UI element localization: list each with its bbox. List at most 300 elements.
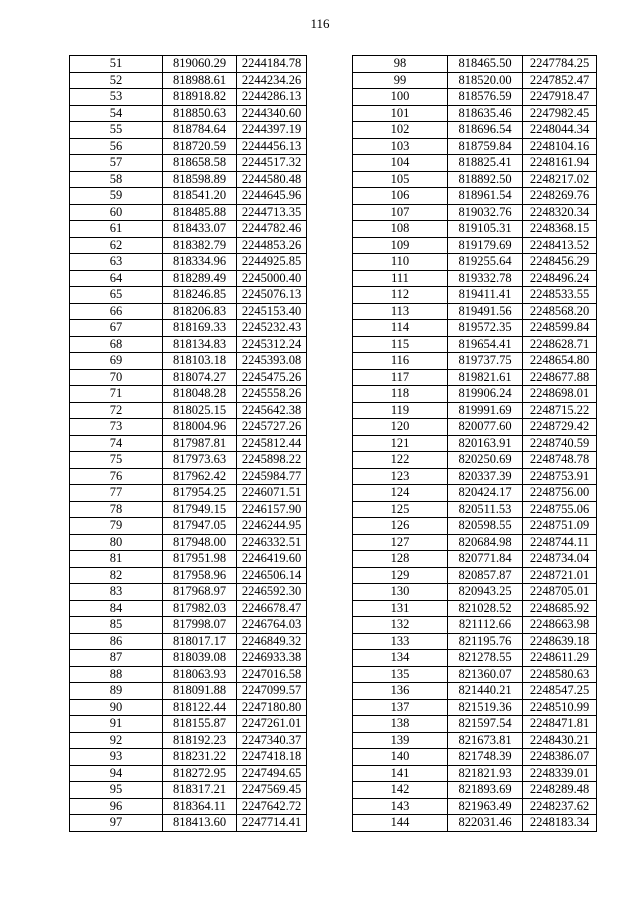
point-number-cell: 89 — [70, 683, 163, 700]
x-coordinate-cell: 818206.83 — [163, 303, 237, 320]
x-coordinate-cell: 817949.15 — [163, 501, 237, 518]
point-number-cell: 73 — [70, 419, 163, 436]
y-coordinate-cell: 2247982.45 — [523, 105, 597, 122]
x-coordinate-cell: 818382.79 — [163, 237, 237, 254]
table-row — [353, 402, 597, 419]
x-coordinate-cell: 821112.66 — [448, 617, 523, 634]
point-number-cell: 142 — [353, 782, 448, 799]
table-row — [70, 732, 307, 749]
y-coordinate-cell: 2248430.21 — [523, 732, 597, 749]
table-row — [70, 617, 307, 634]
table-row — [70, 452, 307, 469]
point-number-cell: 63 — [70, 254, 163, 271]
y-coordinate-cell: 2248734.04 — [523, 551, 597, 568]
point-number-cell: 104 — [353, 155, 448, 172]
point-number-cell: 55 — [70, 122, 163, 139]
x-coordinate-cell: 819991.69 — [448, 402, 523, 419]
x-coordinate-cell: 819654.41 — [448, 336, 523, 353]
y-coordinate-cell: 2248677.88 — [523, 369, 597, 386]
x-coordinate-cell: 818759.84 — [448, 138, 523, 155]
y-coordinate-cell: 2245642.38 — [237, 402, 307, 419]
point-number-cell: 119 — [353, 402, 448, 419]
y-coordinate-cell: 2246157.90 — [237, 501, 307, 518]
point-number-cell: 57 — [70, 155, 163, 172]
table-row — [353, 419, 597, 436]
point-number-cell: 114 — [353, 320, 448, 337]
x-coordinate-cell: 819179.69 — [448, 237, 523, 254]
table-row — [70, 749, 307, 766]
y-coordinate-cell: 2245000.40 — [237, 270, 307, 287]
y-coordinate-cell: 2244184.78 — [237, 56, 307, 73]
x-coordinate-cell: 820077.60 — [448, 419, 523, 436]
x-coordinate-cell: 821748.39 — [448, 749, 523, 766]
y-coordinate-cell: 2248580.63 — [523, 666, 597, 683]
y-coordinate-cell: 2248044.34 — [523, 122, 597, 139]
point-number-cell: 62 — [70, 237, 163, 254]
table-row — [70, 518, 307, 535]
point-number-cell: 139 — [353, 732, 448, 749]
x-coordinate-cell: 820771.84 — [448, 551, 523, 568]
y-coordinate-cell: 2246764.03 — [237, 617, 307, 634]
x-coordinate-cell: 820337.39 — [448, 468, 523, 485]
table-row — [70, 716, 307, 733]
x-coordinate-cell: 820250.69 — [448, 452, 523, 469]
x-coordinate-cell: 818658.58 — [163, 155, 237, 172]
table-row — [353, 56, 597, 73]
table-row — [353, 204, 597, 221]
point-number-cell: 100 — [353, 89, 448, 106]
table-row — [353, 501, 597, 518]
point-number-cell: 69 — [70, 353, 163, 370]
x-coordinate-cell: 821597.54 — [448, 716, 523, 733]
y-coordinate-cell: 2246419.60 — [237, 551, 307, 568]
x-coordinate-cell: 821673.81 — [448, 732, 523, 749]
point-number-cell: 134 — [353, 650, 448, 667]
y-coordinate-cell: 2244456.13 — [237, 138, 307, 155]
x-coordinate-cell: 817948.00 — [163, 534, 237, 551]
point-number-cell: 123 — [353, 468, 448, 485]
table-row — [70, 419, 307, 436]
x-coordinate-cell: 818961.54 — [448, 188, 523, 205]
y-coordinate-cell: 2245076.13 — [237, 287, 307, 304]
y-coordinate-cell: 2248685.92 — [523, 600, 597, 617]
table-row — [70, 221, 307, 238]
table-row — [353, 336, 597, 353]
y-coordinate-cell: 2248748.78 — [523, 452, 597, 469]
table-row — [70, 683, 307, 700]
table-row — [353, 237, 597, 254]
table-row — [70, 584, 307, 601]
point-number-cell: 103 — [353, 138, 448, 155]
table-row — [353, 171, 597, 188]
point-number-cell: 128 — [353, 551, 448, 568]
table-row — [353, 303, 597, 320]
table-row — [353, 699, 597, 716]
point-number-cell: 101 — [353, 105, 448, 122]
x-coordinate-cell: 819906.24 — [448, 386, 523, 403]
table-row — [70, 56, 307, 73]
x-coordinate-cell: 818155.87 — [163, 716, 237, 733]
x-coordinate-cell: 820943.25 — [448, 584, 523, 601]
y-coordinate-cell: 2245312.24 — [237, 336, 307, 353]
x-coordinate-cell: 818025.15 — [163, 402, 237, 419]
table-row — [70, 386, 307, 403]
y-coordinate-cell: 2245558.26 — [237, 386, 307, 403]
x-coordinate-cell: 818364.11 — [163, 798, 237, 815]
y-coordinate-cell: 2247261.01 — [237, 716, 307, 733]
table-row — [353, 534, 597, 551]
x-coordinate-cell: 817968.97 — [163, 584, 237, 601]
table-row — [70, 171, 307, 188]
table-row — [70, 815, 307, 832]
y-coordinate-cell: 2247642.72 — [237, 798, 307, 815]
point-number-cell: 83 — [70, 584, 163, 601]
table-row — [353, 435, 597, 452]
x-coordinate-cell: 818635.46 — [448, 105, 523, 122]
x-coordinate-cell: 819105.31 — [448, 221, 523, 238]
table-row — [70, 468, 307, 485]
x-coordinate-cell: 818850.63 — [163, 105, 237, 122]
x-coordinate-cell: 818289.49 — [163, 270, 237, 287]
x-coordinate-cell: 818598.89 — [163, 171, 237, 188]
x-coordinate-cell: 819255.64 — [448, 254, 523, 271]
table-row — [70, 237, 307, 254]
point-number-cell: 84 — [70, 600, 163, 617]
x-coordinate-cell: 818485.88 — [163, 204, 237, 221]
x-coordinate-cell: 820511.53 — [448, 501, 523, 518]
table-row — [70, 320, 307, 337]
y-coordinate-cell: 2246849.32 — [237, 633, 307, 650]
x-coordinate-cell: 821519.36 — [448, 699, 523, 716]
table-row — [70, 155, 307, 172]
y-coordinate-cell: 2248510.99 — [523, 699, 597, 716]
point-number-cell: 68 — [70, 336, 163, 353]
point-number-cell: 99 — [353, 72, 448, 89]
point-number-cell: 58 — [70, 171, 163, 188]
x-coordinate-cell: 817962.42 — [163, 468, 237, 485]
y-coordinate-cell: 2247784.25 — [523, 56, 597, 73]
table-row — [353, 287, 597, 304]
point-number-cell: 127 — [353, 534, 448, 551]
x-coordinate-cell: 819032.76 — [448, 204, 523, 221]
point-number-cell: 107 — [353, 204, 448, 221]
point-number-cell: 125 — [353, 501, 448, 518]
table-row — [353, 386, 597, 403]
y-coordinate-cell: 2245153.40 — [237, 303, 307, 320]
point-number-cell: 70 — [70, 369, 163, 386]
y-coordinate-cell: 2248568.20 — [523, 303, 597, 320]
table-row — [353, 254, 597, 271]
table-row — [353, 765, 597, 782]
x-coordinate-cell: 818134.83 — [163, 336, 237, 353]
y-coordinate-cell: 2248269.76 — [523, 188, 597, 205]
x-coordinate-cell: 817954.25 — [163, 485, 237, 502]
x-coordinate-cell: 821360.07 — [448, 666, 523, 683]
y-coordinate-cell: 2248628.71 — [523, 336, 597, 353]
point-number-cell: 144 — [353, 815, 448, 832]
point-number-cell: 110 — [353, 254, 448, 271]
point-number-cell: 97 — [70, 815, 163, 832]
point-number-cell: 77 — [70, 485, 163, 502]
y-coordinate-cell: 2248756.00 — [523, 485, 597, 502]
y-coordinate-cell: 2244853.26 — [237, 237, 307, 254]
table-row — [353, 815, 597, 832]
y-coordinate-cell: 2246244.95 — [237, 518, 307, 535]
point-number-cell: 136 — [353, 683, 448, 700]
x-coordinate-cell: 821440.21 — [448, 683, 523, 700]
x-coordinate-cell: 818169.33 — [163, 320, 237, 337]
table-row — [353, 584, 597, 601]
y-coordinate-cell: 2248744.11 — [523, 534, 597, 551]
point-number-cell: 141 — [353, 765, 448, 782]
x-coordinate-cell: 818465.50 — [448, 56, 523, 73]
table-row — [70, 633, 307, 650]
y-coordinate-cell: 2248289.48 — [523, 782, 597, 799]
y-coordinate-cell: 2248663.98 — [523, 617, 597, 634]
point-number-cell: 98 — [353, 56, 448, 73]
point-number-cell: 118 — [353, 386, 448, 403]
table-row — [353, 452, 597, 469]
x-coordinate-cell: 819332.78 — [448, 270, 523, 287]
table-row — [70, 204, 307, 221]
table-row — [70, 501, 307, 518]
table-row — [353, 353, 597, 370]
table-row — [353, 749, 597, 766]
x-coordinate-cell: 818825.41 — [448, 155, 523, 172]
point-number-cell: 60 — [70, 204, 163, 221]
x-coordinate-cell: 818048.28 — [163, 386, 237, 403]
y-coordinate-cell: 2246332.51 — [237, 534, 307, 551]
point-number-cell: 95 — [70, 782, 163, 799]
x-coordinate-cell: 818246.85 — [163, 287, 237, 304]
y-coordinate-cell: 2244713.35 — [237, 204, 307, 221]
x-coordinate-cell: 819572.35 — [448, 320, 523, 337]
y-coordinate-cell: 2248368.15 — [523, 221, 597, 238]
point-number-cell: 132 — [353, 617, 448, 634]
y-coordinate-cell: 2245727.26 — [237, 419, 307, 436]
coordinate-table-left — [69, 55, 307, 832]
y-coordinate-cell: 2244517.32 — [237, 155, 307, 172]
point-number-cell: 126 — [353, 518, 448, 535]
x-coordinate-cell: 820163.91 — [448, 435, 523, 452]
y-coordinate-cell: 2248217.02 — [523, 171, 597, 188]
y-coordinate-cell: 2244782.46 — [237, 221, 307, 238]
point-number-cell: 75 — [70, 452, 163, 469]
point-number-cell: 120 — [353, 419, 448, 436]
point-number-cell: 61 — [70, 221, 163, 238]
point-number-cell: 116 — [353, 353, 448, 370]
x-coordinate-cell: 817958.96 — [163, 567, 237, 584]
table-row — [353, 666, 597, 683]
table-row — [70, 699, 307, 716]
point-number-cell: 90 — [70, 699, 163, 716]
y-coordinate-cell: 2245812.44 — [237, 435, 307, 452]
point-number-cell: 121 — [353, 435, 448, 452]
table-row — [70, 287, 307, 304]
point-number-cell: 133 — [353, 633, 448, 650]
table-row — [353, 122, 597, 139]
y-coordinate-cell: 2248753.91 — [523, 468, 597, 485]
y-coordinate-cell: 2248456.29 — [523, 254, 597, 271]
table-row — [353, 221, 597, 238]
table-row — [353, 782, 597, 799]
y-coordinate-cell: 2244925.85 — [237, 254, 307, 271]
x-coordinate-cell: 817951.98 — [163, 551, 237, 568]
point-number-cell: 105 — [353, 171, 448, 188]
y-coordinate-cell: 2248611.29 — [523, 650, 597, 667]
y-coordinate-cell: 2244234.26 — [237, 72, 307, 89]
table-row — [353, 89, 597, 106]
point-number-cell: 135 — [353, 666, 448, 683]
table-row — [353, 732, 597, 749]
point-number-cell: 86 — [70, 633, 163, 650]
x-coordinate-cell: 818413.60 — [163, 815, 237, 832]
x-coordinate-cell: 818988.61 — [163, 72, 237, 89]
y-coordinate-cell: 2248237.62 — [523, 798, 597, 815]
table-row — [70, 765, 307, 782]
y-coordinate-cell: 2244645.96 — [237, 188, 307, 205]
point-number-cell: 53 — [70, 89, 163, 106]
point-number-cell: 113 — [353, 303, 448, 320]
table-row — [353, 105, 597, 122]
x-coordinate-cell: 818576.59 — [448, 89, 523, 106]
point-number-cell: 74 — [70, 435, 163, 452]
table-row — [70, 369, 307, 386]
table-row — [353, 485, 597, 502]
point-number-cell: 76 — [70, 468, 163, 485]
y-coordinate-cell: 2244397.19 — [237, 122, 307, 139]
y-coordinate-cell: 2248161.94 — [523, 155, 597, 172]
table-row — [70, 122, 307, 139]
table-row — [70, 534, 307, 551]
table-row — [70, 600, 307, 617]
point-number-cell: 93 — [70, 749, 163, 766]
point-number-cell: 72 — [70, 402, 163, 419]
table-row — [353, 551, 597, 568]
y-coordinate-cell: 2248729.42 — [523, 419, 597, 436]
point-number-cell: 87 — [70, 650, 163, 667]
table-row — [70, 666, 307, 683]
y-coordinate-cell: 2246071.51 — [237, 485, 307, 502]
point-number-cell: 117 — [353, 369, 448, 386]
y-coordinate-cell: 2247180.80 — [237, 699, 307, 716]
x-coordinate-cell: 820424.17 — [448, 485, 523, 502]
y-coordinate-cell: 2248721.01 — [523, 567, 597, 584]
x-coordinate-cell: 818091.88 — [163, 683, 237, 700]
point-number-cell: 96 — [70, 798, 163, 815]
x-coordinate-cell: 818039.08 — [163, 650, 237, 667]
x-coordinate-cell: 817973.63 — [163, 452, 237, 469]
y-coordinate-cell: 2248547.25 — [523, 683, 597, 700]
y-coordinate-cell: 2248599.84 — [523, 320, 597, 337]
y-coordinate-cell: 2247494.65 — [237, 765, 307, 782]
point-number-cell: 67 — [70, 320, 163, 337]
y-coordinate-cell: 2245393.08 — [237, 353, 307, 370]
x-coordinate-cell: 821278.55 — [448, 650, 523, 667]
table-row — [353, 518, 597, 535]
y-coordinate-cell: 2244286.13 — [237, 89, 307, 106]
x-coordinate-cell: 821195.76 — [448, 633, 523, 650]
y-coordinate-cell: 2247569.45 — [237, 782, 307, 799]
y-coordinate-cell: 2248751.09 — [523, 518, 597, 535]
table-row — [353, 683, 597, 700]
table-row — [353, 155, 597, 172]
x-coordinate-cell: 818074.27 — [163, 369, 237, 386]
y-coordinate-cell: 2248386.07 — [523, 749, 597, 766]
x-coordinate-cell: 817982.03 — [163, 600, 237, 617]
x-coordinate-cell: 818520.00 — [448, 72, 523, 89]
x-coordinate-cell: 819491.56 — [448, 303, 523, 320]
x-coordinate-cell: 820684.98 — [448, 534, 523, 551]
x-coordinate-cell: 818334.96 — [163, 254, 237, 271]
table-row — [70, 336, 307, 353]
y-coordinate-cell: 2247918.47 — [523, 89, 597, 106]
y-coordinate-cell: 2248654.80 — [523, 353, 597, 370]
x-coordinate-cell: 822031.46 — [448, 815, 523, 832]
table-row — [70, 567, 307, 584]
point-number-cell: 112 — [353, 287, 448, 304]
y-coordinate-cell: 2248320.34 — [523, 204, 597, 221]
table-row — [70, 650, 307, 667]
y-coordinate-cell: 2246506.14 — [237, 567, 307, 584]
x-coordinate-cell: 819411.41 — [448, 287, 523, 304]
coordinate-table-right — [352, 55, 597, 832]
table-row — [353, 468, 597, 485]
table-row — [70, 353, 307, 370]
point-number-cell: 109 — [353, 237, 448, 254]
table-row — [353, 798, 597, 815]
point-number-cell: 115 — [353, 336, 448, 353]
x-coordinate-cell: 818063.93 — [163, 666, 237, 683]
point-number-cell: 91 — [70, 716, 163, 733]
x-coordinate-cell: 817987.81 — [163, 435, 237, 452]
y-coordinate-cell: 2246592.30 — [237, 584, 307, 601]
table-row — [70, 798, 307, 815]
x-coordinate-cell: 818784.64 — [163, 122, 237, 139]
point-number-cell: 52 — [70, 72, 163, 89]
x-coordinate-cell: 821893.69 — [448, 782, 523, 799]
x-coordinate-cell: 819060.29 — [163, 56, 237, 73]
table-row — [353, 72, 597, 89]
y-coordinate-cell: 2245984.77 — [237, 468, 307, 485]
point-number-cell: 106 — [353, 188, 448, 205]
table-row — [353, 600, 597, 617]
y-coordinate-cell: 2248755.06 — [523, 501, 597, 518]
point-number-cell: 122 — [353, 452, 448, 469]
point-number-cell: 94 — [70, 765, 163, 782]
point-number-cell: 138 — [353, 716, 448, 733]
table-row — [70, 105, 307, 122]
table-row — [353, 188, 597, 205]
table-row — [70, 138, 307, 155]
point-number-cell: 59 — [70, 188, 163, 205]
point-number-cell: 130 — [353, 584, 448, 601]
point-number-cell: 111 — [353, 270, 448, 287]
y-coordinate-cell: 2244340.60 — [237, 105, 307, 122]
y-coordinate-cell: 2248533.55 — [523, 287, 597, 304]
table-row — [353, 320, 597, 337]
x-coordinate-cell: 821028.52 — [448, 600, 523, 617]
table-row — [353, 633, 597, 650]
point-number-cell: 65 — [70, 287, 163, 304]
point-number-cell: 143 — [353, 798, 448, 815]
x-coordinate-cell: 818696.54 — [448, 122, 523, 139]
y-coordinate-cell: 2248104.16 — [523, 138, 597, 155]
point-number-cell: 79 — [70, 518, 163, 535]
point-number-cell: 80 — [70, 534, 163, 551]
point-number-cell: 82 — [70, 567, 163, 584]
table-row — [70, 89, 307, 106]
